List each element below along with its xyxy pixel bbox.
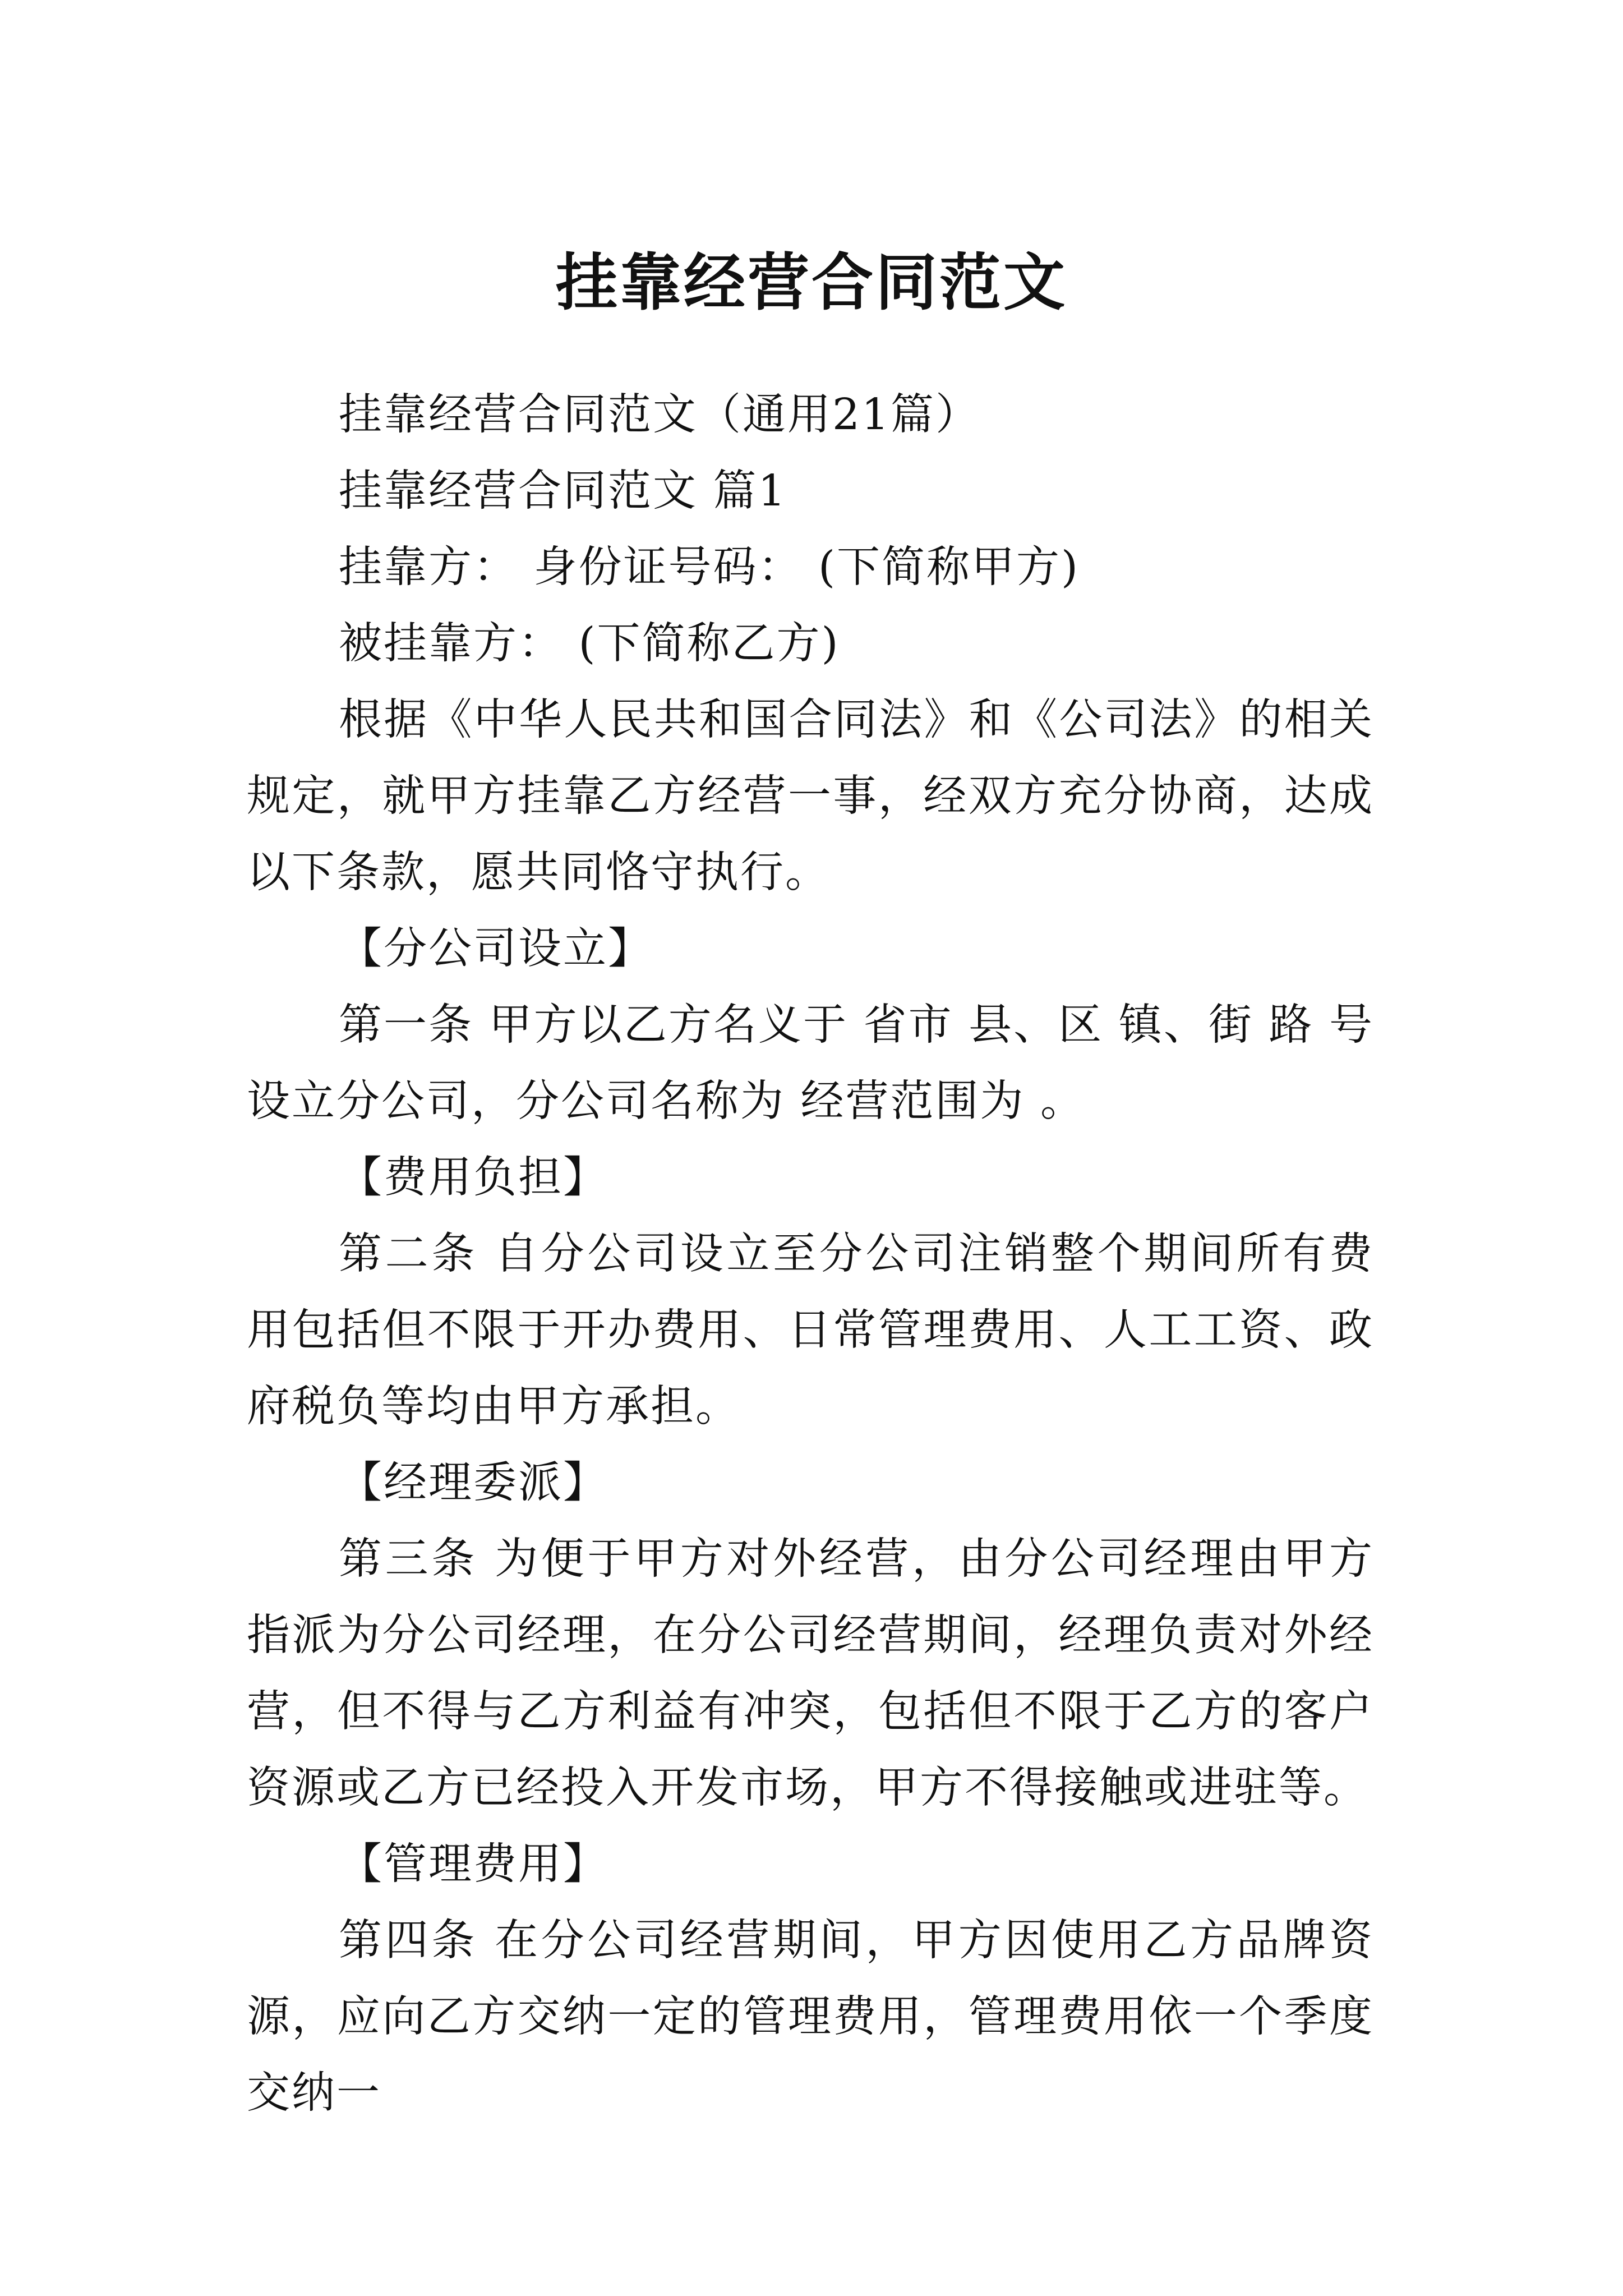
- paragraph-article-3: 第三条 为便于甲方对外经营，由分公司经理由甲方指派为分公司经理，在分公司经营期间，经理负责对外经营，但不得与乙方利益有冲突，包括但不限于乙方的客户资源或乙方已经投入开发市场，甲方不得接触或进驻等。: [247, 1534, 1374, 1813]
- paragraph-party-a: 挂靠方： 身份证号码： (下简称甲方): [339, 542, 1080, 592]
- paragraph-article-1: 第一条 甲方以乙方名义于 省市 县、区 镇、街 路 号设立分公司，分公司名称为 经营范围为 。: [247, 1000, 1374, 1126]
- heading-expenses: 【费用负担】: [339, 1153, 608, 1203]
- paragraph-article-2: 第二条 自分公司设立至分公司注销整个期间所有费用包括但不限于开办费用、日常管理费用、人工工资、政府税负等均由甲方承担。: [247, 1229, 1374, 1432]
- paragraph-article-4: 第四条 在分公司经营期间，甲方因使用乙方品牌资源，应向乙方交纳一定的管理费用，管理费用依一个季度交纳一: [247, 1916, 1374, 2118]
- heading-branch-setup: 【分公司设立】: [339, 924, 653, 974]
- paragraph-party-b: 被挂靠方： (下简称乙方): [339, 619, 840, 669]
- heading-manager-assignment: 【经理委派】: [339, 1458, 608, 1508]
- document-title: 挂靠经营合同范文: [556, 246, 1067, 319]
- heading-management-fee: 【管理费用】: [339, 1839, 608, 1889]
- paragraph-subtitle: 挂靠经营合同范文（通用21篇）: [339, 390, 980, 440]
- paragraph-preamble: 根据《中华人民共和国合同法》和《公司法》的相关规定，就甲方挂靠乙方经营一事，经双方充分协商，达成以下条款，愿共同恪守执行。: [247, 695, 1374, 898]
- paragraph-section-heading: 挂靠经营合同范文 篇1: [339, 466, 787, 516]
- document-body: [247, 377, 1374, 2132]
